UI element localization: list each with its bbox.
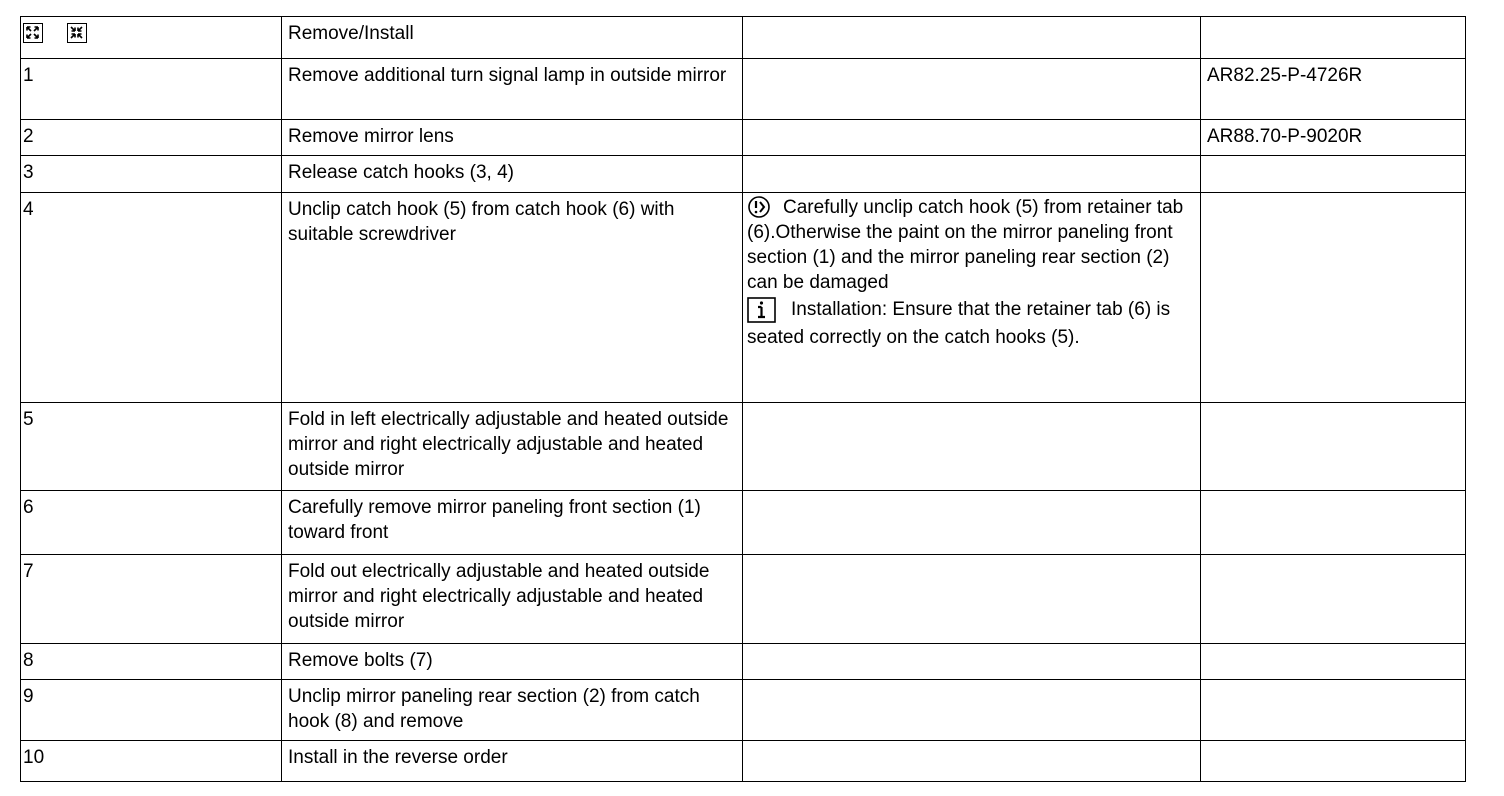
expand-arrows-icon[interactable]: [23, 23, 43, 43]
step-number: 8: [21, 644, 282, 680]
step-reference[interactable]: AR88.70-P-9020R: [1201, 120, 1466, 156]
step-number: 5: [21, 403, 282, 491]
step-text: Remove mirror lens: [282, 120, 743, 156]
table-row: [21, 156, 1466, 193]
step-number: 4: [21, 193, 282, 403]
step-number: 6: [21, 491, 282, 555]
table-row: [21, 555, 1466, 644]
step-number: 2: [21, 120, 282, 156]
warning-text: Carefully unclip catch hook (5) from retainer tab (6).Otherwise the paint on the mirror paneling front section (1) and the mirror paneling rear section (2) can be damaged: [747, 197, 1184, 293]
step-text: Carefully remove mirror paneling front section (1) toward front: [282, 491, 743, 555]
table-row: [21, 403, 1466, 491]
step-note: [743, 680, 1201, 741]
step-note: [743, 644, 1201, 680]
step-text: Release catch hooks (3, 4): [282, 156, 743, 193]
step-text: Fold in left electrically adjustable and heated outside mirror and right electrically adjustable and heated outside mirror: [282, 403, 743, 491]
header-note-cell: [743, 17, 1201, 59]
header-icons-cell: [21, 17, 282, 59]
step-number: 3: [21, 156, 282, 193]
procedure-table: [20, 16, 1466, 782]
table-row: [21, 193, 1466, 403]
step-note: [743, 59, 1201, 120]
info-text: Installation: Ensure that the retainer tab (6) is seated correctly on the catch hooks (5).: [747, 299, 1171, 348]
warning-note: [747, 195, 1196, 295]
step-reference: [1201, 680, 1466, 741]
header-title: Remove/Install: [282, 17, 743, 59]
step-note-cell: [743, 193, 1201, 403]
table-row: [21, 59, 1466, 120]
table-row: [21, 680, 1466, 741]
step-note: [743, 156, 1201, 193]
step-reference: [1201, 644, 1466, 680]
step-number: 7: [21, 555, 282, 644]
step-reference: [1201, 403, 1466, 491]
step-note: [743, 403, 1201, 491]
step-reference: [1201, 741, 1466, 782]
step-text: Fold out electrically adjustable and heated outside mirror and right electrically adjustable and heated outside mirror: [282, 555, 743, 644]
step-number: 10: [21, 741, 282, 782]
table-row: [21, 644, 1466, 680]
info-note: [747, 297, 1196, 350]
step-text: Install in the reverse order: [282, 741, 743, 782]
header-row: [21, 17, 1466, 59]
step-note: [743, 741, 1201, 782]
step-note: [743, 555, 1201, 644]
step-text: Remove additional turn signal lamp in outside mirror: [282, 59, 743, 120]
caution-icon: [747, 195, 773, 219]
table-row: [21, 741, 1466, 782]
step-text: Remove bolts (7): [282, 644, 743, 680]
step-note: [743, 120, 1201, 156]
step-reference: [1201, 193, 1466, 403]
table-row: [21, 120, 1466, 156]
collapse-arrows-icon[interactable]: [67, 23, 87, 43]
info-icon: [747, 297, 777, 325]
step-text: Unclip mirror paneling rear section (2) from catch hook (8) and remove: [282, 680, 743, 741]
step-number: 9: [21, 680, 282, 741]
header-ref-cell: [1201, 17, 1466, 59]
step-note: [743, 491, 1201, 555]
step-number: 1: [21, 59, 282, 120]
step-reference: [1201, 491, 1466, 555]
step-text: Unclip catch hook (5) from catch hook (6) with suitable screwdriver: [282, 193, 743, 403]
table-row: [21, 491, 1466, 555]
step-reference[interactable]: AR82.25-P-4726R: [1201, 59, 1466, 120]
step-reference: [1201, 555, 1466, 644]
step-reference: [1201, 156, 1466, 193]
